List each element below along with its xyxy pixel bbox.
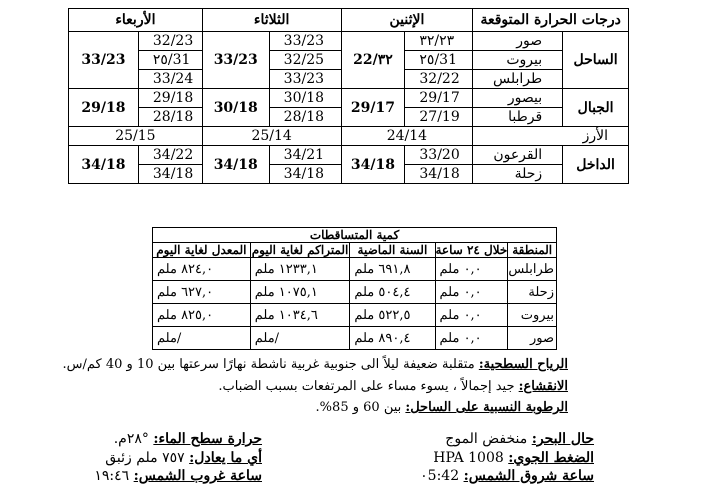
pressure [433, 450, 594, 466]
temp-range: 33/23 [269, 32, 341, 51]
table-row [69, 146, 629, 165]
precip-value: ١٠٧٥,١ ملم [250, 281, 350, 304]
precip-value: /ملم [250, 327, 350, 350]
precipitation-title-row [153, 228, 557, 243]
temp-average: 30/18 [202, 89, 269, 127]
table-row [153, 258, 557, 281]
temp-range: 33/20 [405, 146, 473, 165]
temp-range: 34/18 [269, 165, 341, 184]
wind-line [63, 357, 569, 372]
temp-range: 31/٢٥ [138, 51, 202, 70]
temperature-title: درجات الحرارة المتوقعة [473, 9, 629, 32]
precip-value: ٠,٠ ملم [435, 304, 508, 327]
temp-average: 29/17 [341, 89, 405, 127]
sea-state [445, 431, 594, 447]
precip-value: ٨٢٤,٠ ملم [153, 258, 251, 281]
table-row [153, 281, 557, 304]
table-row [69, 89, 629, 108]
pressure-label: الضغط الجوي: [508, 450, 594, 466]
wind-text: متقلبة ضعيفة ليلاً الى جنوبية غربية ناشطة نهارًا سرعتها بين 10 و 40 كم/س. [62, 357, 475, 372]
temp-range: 25/15 [69, 127, 203, 146]
sunrise-label: ساعة شروق الشمس: [463, 468, 594, 484]
region-cedars: الأرز [473, 127, 629, 146]
temp-average: 33/23 [69, 32, 139, 89]
precip-value: ١٠٣٤,٦ ملم [250, 304, 350, 327]
precip-value: ٦٩١,٨ ملم [350, 258, 435, 281]
table-row [69, 127, 629, 146]
column-header: المنطقة [508, 243, 557, 258]
column-header: المعدل لغاية اليوم [153, 243, 251, 258]
temp-average: 33/23 [202, 32, 269, 89]
city-name: بيروت [473, 51, 563, 70]
city-name: صور [473, 32, 563, 51]
precip-value: ٦٢٧,٠ ملم [153, 281, 251, 304]
day-header-monday: الإثنين [341, 9, 473, 32]
sea-temp-value: °٢٨م. [113, 431, 149, 447]
precip-value: ٨٩٠,٤ ملم [350, 327, 435, 350]
precipitation-header-row [153, 243, 557, 258]
visibility-line [218, 379, 568, 394]
precip-value: ٨٢٥,٠ ملم [153, 304, 251, 327]
precip-region: صور [508, 327, 557, 350]
temp-range: 32/25 [269, 51, 341, 70]
sunrise [420, 468, 594, 484]
precip-region: زحلة [508, 281, 557, 304]
day-header-wednesday: الأربعاء [69, 9, 203, 32]
equivalent-label: أي ما يعادل: [189, 450, 262, 466]
precip-region: طرابلس [508, 258, 557, 281]
temp-range: ٣٢/٢٣ [405, 32, 473, 51]
sunrise-value: ٠5:42 [420, 468, 460, 484]
sea-temp-label: حرارة سطح الماء: [153, 431, 262, 447]
humidity-label: الرطوبة النسبية على الساحل: [405, 400, 568, 415]
sunset [94, 468, 262, 484]
temperature-table [68, 8, 629, 184]
pressure-equivalent [105, 450, 262, 466]
humidity-text: بين 60 و 85%. [315, 400, 402, 415]
precip-value: /ملم [153, 327, 251, 350]
city-name: بيصور [473, 89, 563, 108]
temp-range: 29/17 [405, 89, 473, 108]
wind-label: الرياح السطحية: [478, 357, 568, 372]
temp-average: 34/18 [341, 146, 405, 184]
temp-range: 25/14 [202, 127, 341, 146]
temp-average: 34/18 [202, 146, 269, 184]
city-name: زحلة [473, 165, 563, 184]
equivalent-value: ٧٥٧ ملم زئبق [105, 450, 185, 466]
precip-value: ٠,٠ ملم [435, 327, 508, 350]
temp-range: 32/22 [405, 70, 473, 89]
sea-state-label: حال البحر: [531, 431, 594, 447]
column-header: المتراكم لغاية اليوم [251, 243, 349, 257]
table-row [153, 327, 557, 350]
temp-range: 27/19 [405, 108, 473, 127]
city-name: طرابلس [473, 70, 563, 89]
temp-average: 29/18 [69, 89, 139, 127]
precip-value: ١٢٣٣,١ ملم [250, 258, 350, 281]
sea-temperature [114, 431, 262, 447]
humidity-line [316, 400, 568, 415]
city-name: القرعون [473, 146, 563, 165]
sea-state-value: منخفض الموج [445, 431, 528, 447]
day-header-tuesday: الثلاثاء [202, 9, 341, 32]
temp-average: 34/18 [69, 146, 139, 184]
precipitation-title: كمية المتساقطات [153, 228, 557, 243]
temp-range: 34/22 [138, 146, 202, 165]
visibility-text: جيد إجمالاً ، يسوء مساء على المرتفعات بسبب الضباب. [218, 379, 515, 394]
pressure-value: HPA 1008 [433, 450, 504, 466]
region-interior: الداخل [563, 146, 629, 184]
region-coast: الساحل [563, 32, 629, 89]
precip-value: ٠,٠ ملم [435, 281, 508, 304]
temperature-header-row [69, 9, 629, 32]
precip-value: ٥٠٤,٤ ملم [350, 281, 435, 304]
city-name: قرطبا [473, 108, 563, 127]
temp-range: 32/23 [138, 32, 202, 51]
table-row [153, 304, 557, 327]
table-row [69, 32, 629, 51]
region-mountains: الجبال [563, 89, 629, 127]
column-header: السنة الماضية [350, 243, 435, 258]
sunset-label: ساعة غروب الشمس: [133, 468, 262, 484]
precip-value: ٠,٠ ملم [435, 258, 508, 281]
column-header: خلال ٢٤ ساعة [435, 243, 508, 257]
temp-range: 30/18 [269, 89, 341, 108]
temp-range: 29/18 [138, 89, 202, 108]
temp-range: 28/18 [269, 108, 341, 127]
temp-range: 34/18 [138, 165, 202, 184]
temp-range: 24/14 [341, 127, 473, 146]
temp-average: ٣٢/22 [341, 32, 405, 89]
temp-range: 34/18 [405, 165, 473, 184]
sunset-value: ١٩:٤٦ [94, 468, 130, 484]
visibility-label: الانقشاع: [518, 379, 568, 394]
precipitation-table [152, 227, 557, 350]
temp-range: 34/21 [269, 146, 341, 165]
temp-range: 28/18 [138, 108, 202, 127]
temp-range: 33/24 [138, 70, 202, 89]
temp-range: 33/23 [269, 70, 341, 89]
precip-region: بيروت [508, 304, 557, 327]
temp-range: 31/٢٥ [405, 51, 473, 70]
precip-value: ٥٢٢,٥ ملم [350, 304, 435, 327]
